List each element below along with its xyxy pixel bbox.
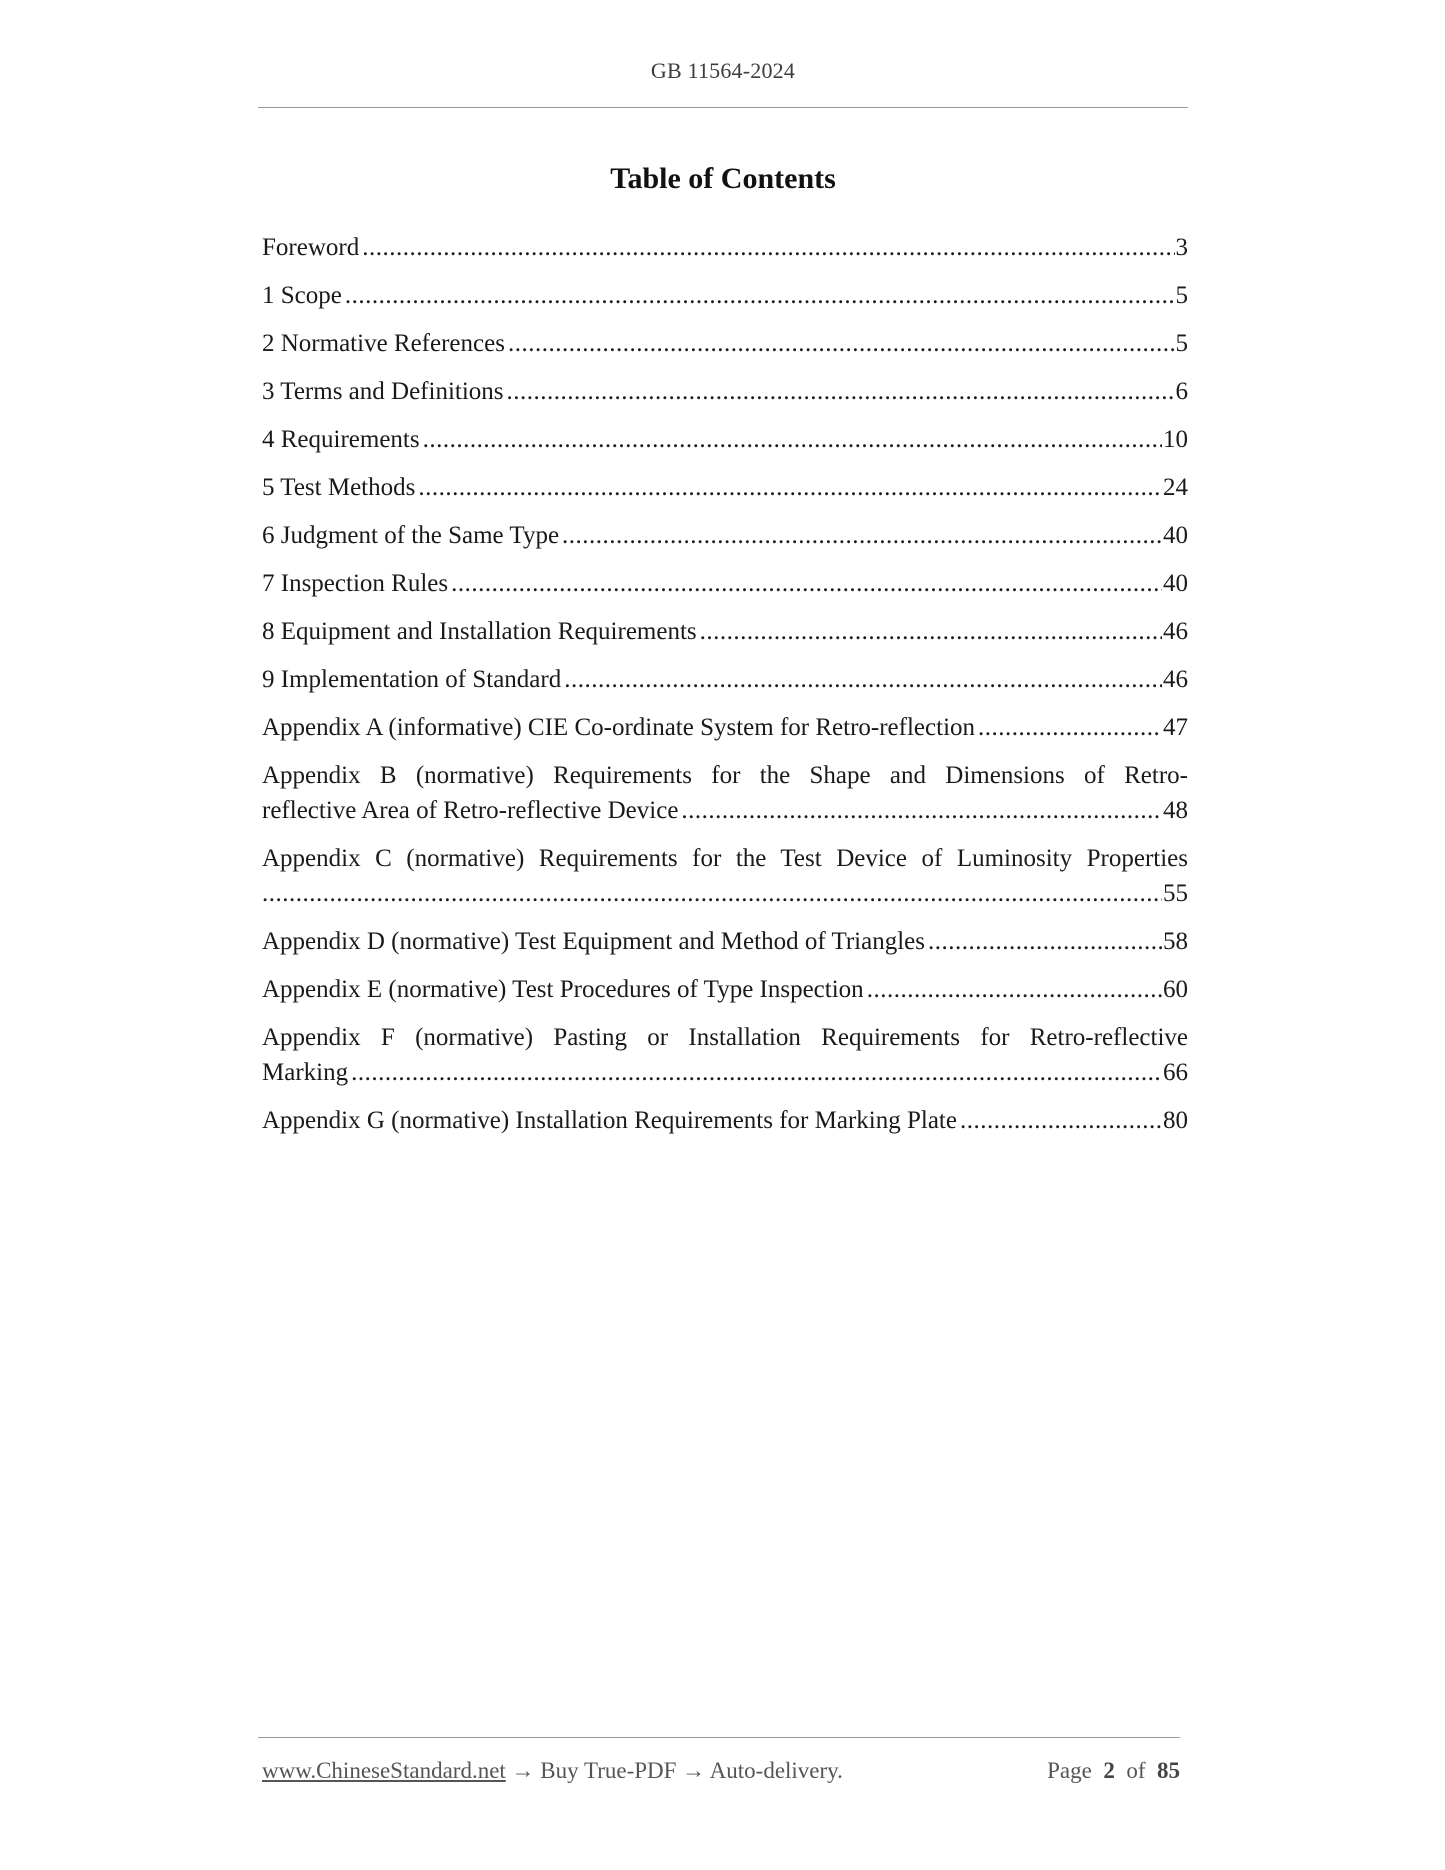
- toc-entry-test-methods[interactable]: [262, 470, 1188, 505]
- document-id: GB 11564-2024: [650, 58, 796, 83]
- dot-leader: [345, 278, 1175, 313]
- toc-entry-page: 80: [1163, 1107, 1188, 1134]
- dot-leader: [700, 614, 1162, 649]
- toc-entry-page: 58: [1163, 928, 1188, 955]
- toc-entry-title: Appendix D (normative) Test Equipment and Method of Triangles: [262, 928, 925, 955]
- toc-entry-appendix-a[interactable]: [262, 710, 1188, 745]
- toc-title: Table of Contents: [610, 162, 836, 195]
- toc-entry-title: reflective Area of Retro-reflective Device: [262, 797, 679, 824]
- toc-entry-inspection-rules[interactable]: [262, 566, 1188, 601]
- footer-tagline: → Buy True-PDF → Auto-delivery.: [505, 1758, 843, 1783]
- toc-entry-page: 5: [1175, 282, 1188, 309]
- toc-entry-requirements[interactable]: [262, 422, 1188, 457]
- toc-entry-title: 3 Terms and Definitions: [262, 378, 504, 405]
- dot-leader: [351, 1055, 1162, 1090]
- toc-entry-page: 46: [1163, 618, 1188, 645]
- total-pages: 85: [1157, 1758, 1180, 1783]
- toc-entry-appendix-g[interactable]: [262, 1103, 1188, 1138]
- toc-entry-normative-references[interactable]: [262, 326, 1188, 361]
- toc-entry-page: 40: [1163, 570, 1188, 597]
- toc-entry-implementation[interactable]: [262, 662, 1188, 697]
- page-footer: [258, 1737, 1180, 1783]
- toc-entry-title: Appendix G (normative) Installation Requirements for Marking Plate: [262, 1107, 957, 1134]
- dot-leader: [451, 566, 1162, 601]
- dot-leader: [681, 793, 1162, 828]
- footer-promo: [262, 1758, 843, 1784]
- page-header: [258, 58, 1188, 108]
- toc-entry-title: 2 Normative References: [262, 330, 505, 357]
- toc-entry-title: 6 Judgment of the Same Type: [262, 522, 560, 549]
- toc-entry-title: Appendix A (informative) CIE Co-ordinate System for Retro-reflection: [262, 714, 976, 741]
- toc-entry-scope[interactable]: [262, 278, 1188, 313]
- dot-leader: [978, 710, 1162, 745]
- toc-entry-title-line1: Appendix B (normative) Requirements for the Shape and Dimensions of Retro-: [262, 762, 1188, 789]
- toc-entry-page: 48: [1163, 797, 1188, 824]
- toc-entry-title: Marking: [262, 1059, 349, 1086]
- toc-entry-title: 8 Equipment and Installation Requirements: [262, 618, 697, 645]
- toc-entry-page: 66: [1163, 1059, 1188, 1086]
- toc-entry-foreword[interactable]: [262, 230, 1188, 265]
- toc-entry-appendix-d[interactable]: [262, 924, 1188, 959]
- toc-entry-title: Appendix E (normative) Test Procedures of Type Inspection: [262, 976, 864, 1003]
- dot-leader: [564, 662, 1162, 697]
- page-word: Page: [1047, 1758, 1092, 1783]
- dot-leader: [423, 422, 1162, 457]
- dot-leader: [362, 230, 1174, 265]
- toc-entry-page: 47: [1163, 714, 1188, 741]
- dot-leader: [928, 924, 1162, 959]
- toc-entry-appendix-f[interactable]: [262, 1020, 1188, 1090]
- toc-entry-page: 6: [1175, 378, 1188, 405]
- toc-entry-appendix-c[interactable]: [262, 841, 1188, 911]
- current-page: 2: [1103, 1758, 1115, 1783]
- toc-entry-title: 1 Scope: [262, 282, 342, 309]
- of-word: of: [1126, 1758, 1146, 1783]
- toc-entry-title: 4 Requirements: [262, 426, 420, 453]
- table-of-contents: [262, 230, 1188, 1151]
- toc-entry-title: 5 Test Methods: [262, 474, 416, 501]
- toc-entry-terms-and-definitions[interactable]: [262, 374, 1188, 409]
- page-number: [1047, 1758, 1180, 1784]
- dot-leader: [562, 518, 1162, 553]
- toc-entry-judgment-same-type[interactable]: [262, 518, 1188, 553]
- toc-entry-title-line1: Appendix C (normative) Requirements for the Test Device of Luminosity Properties: [262, 845, 1188, 872]
- dot-leader: [262, 876, 1162, 911]
- dot-leader: [960, 1103, 1162, 1138]
- dot-leader: [418, 470, 1162, 505]
- toc-entry-page: 3: [1175, 234, 1188, 261]
- dot-leader: [867, 972, 1162, 1007]
- toc-entry-title-line1: Appendix F (normative) Pasting or Installation Requirements for Retro-reflective: [262, 1024, 1188, 1051]
- toc-entry-page: 24: [1163, 474, 1188, 501]
- dot-leader: [507, 374, 1175, 409]
- toc-entry-appendix-b[interactable]: [262, 758, 1188, 828]
- toc-entry-title: Foreword: [262, 234, 360, 261]
- toc-entry-appendix-e[interactable]: [262, 972, 1188, 1007]
- toc-entry-page: 55: [1163, 880, 1188, 907]
- toc-entry-page: 46: [1163, 666, 1188, 693]
- toc-entry-equipment-installation[interactable]: [262, 614, 1188, 649]
- site-link[interactable]: www.ChineseStandard.net: [262, 1758, 506, 1783]
- dot-leader: [508, 326, 1175, 361]
- toc-entry-page: 10: [1163, 426, 1188, 453]
- toc-entry-page: 5: [1175, 330, 1188, 357]
- toc-entry-title: 7 Inspection Rules: [262, 570, 449, 597]
- toc-entry-page: 60: [1163, 976, 1188, 1003]
- toc-entry-title: 9 Implementation of Standard: [262, 666, 562, 693]
- toc-entry-page: 40: [1163, 522, 1188, 549]
